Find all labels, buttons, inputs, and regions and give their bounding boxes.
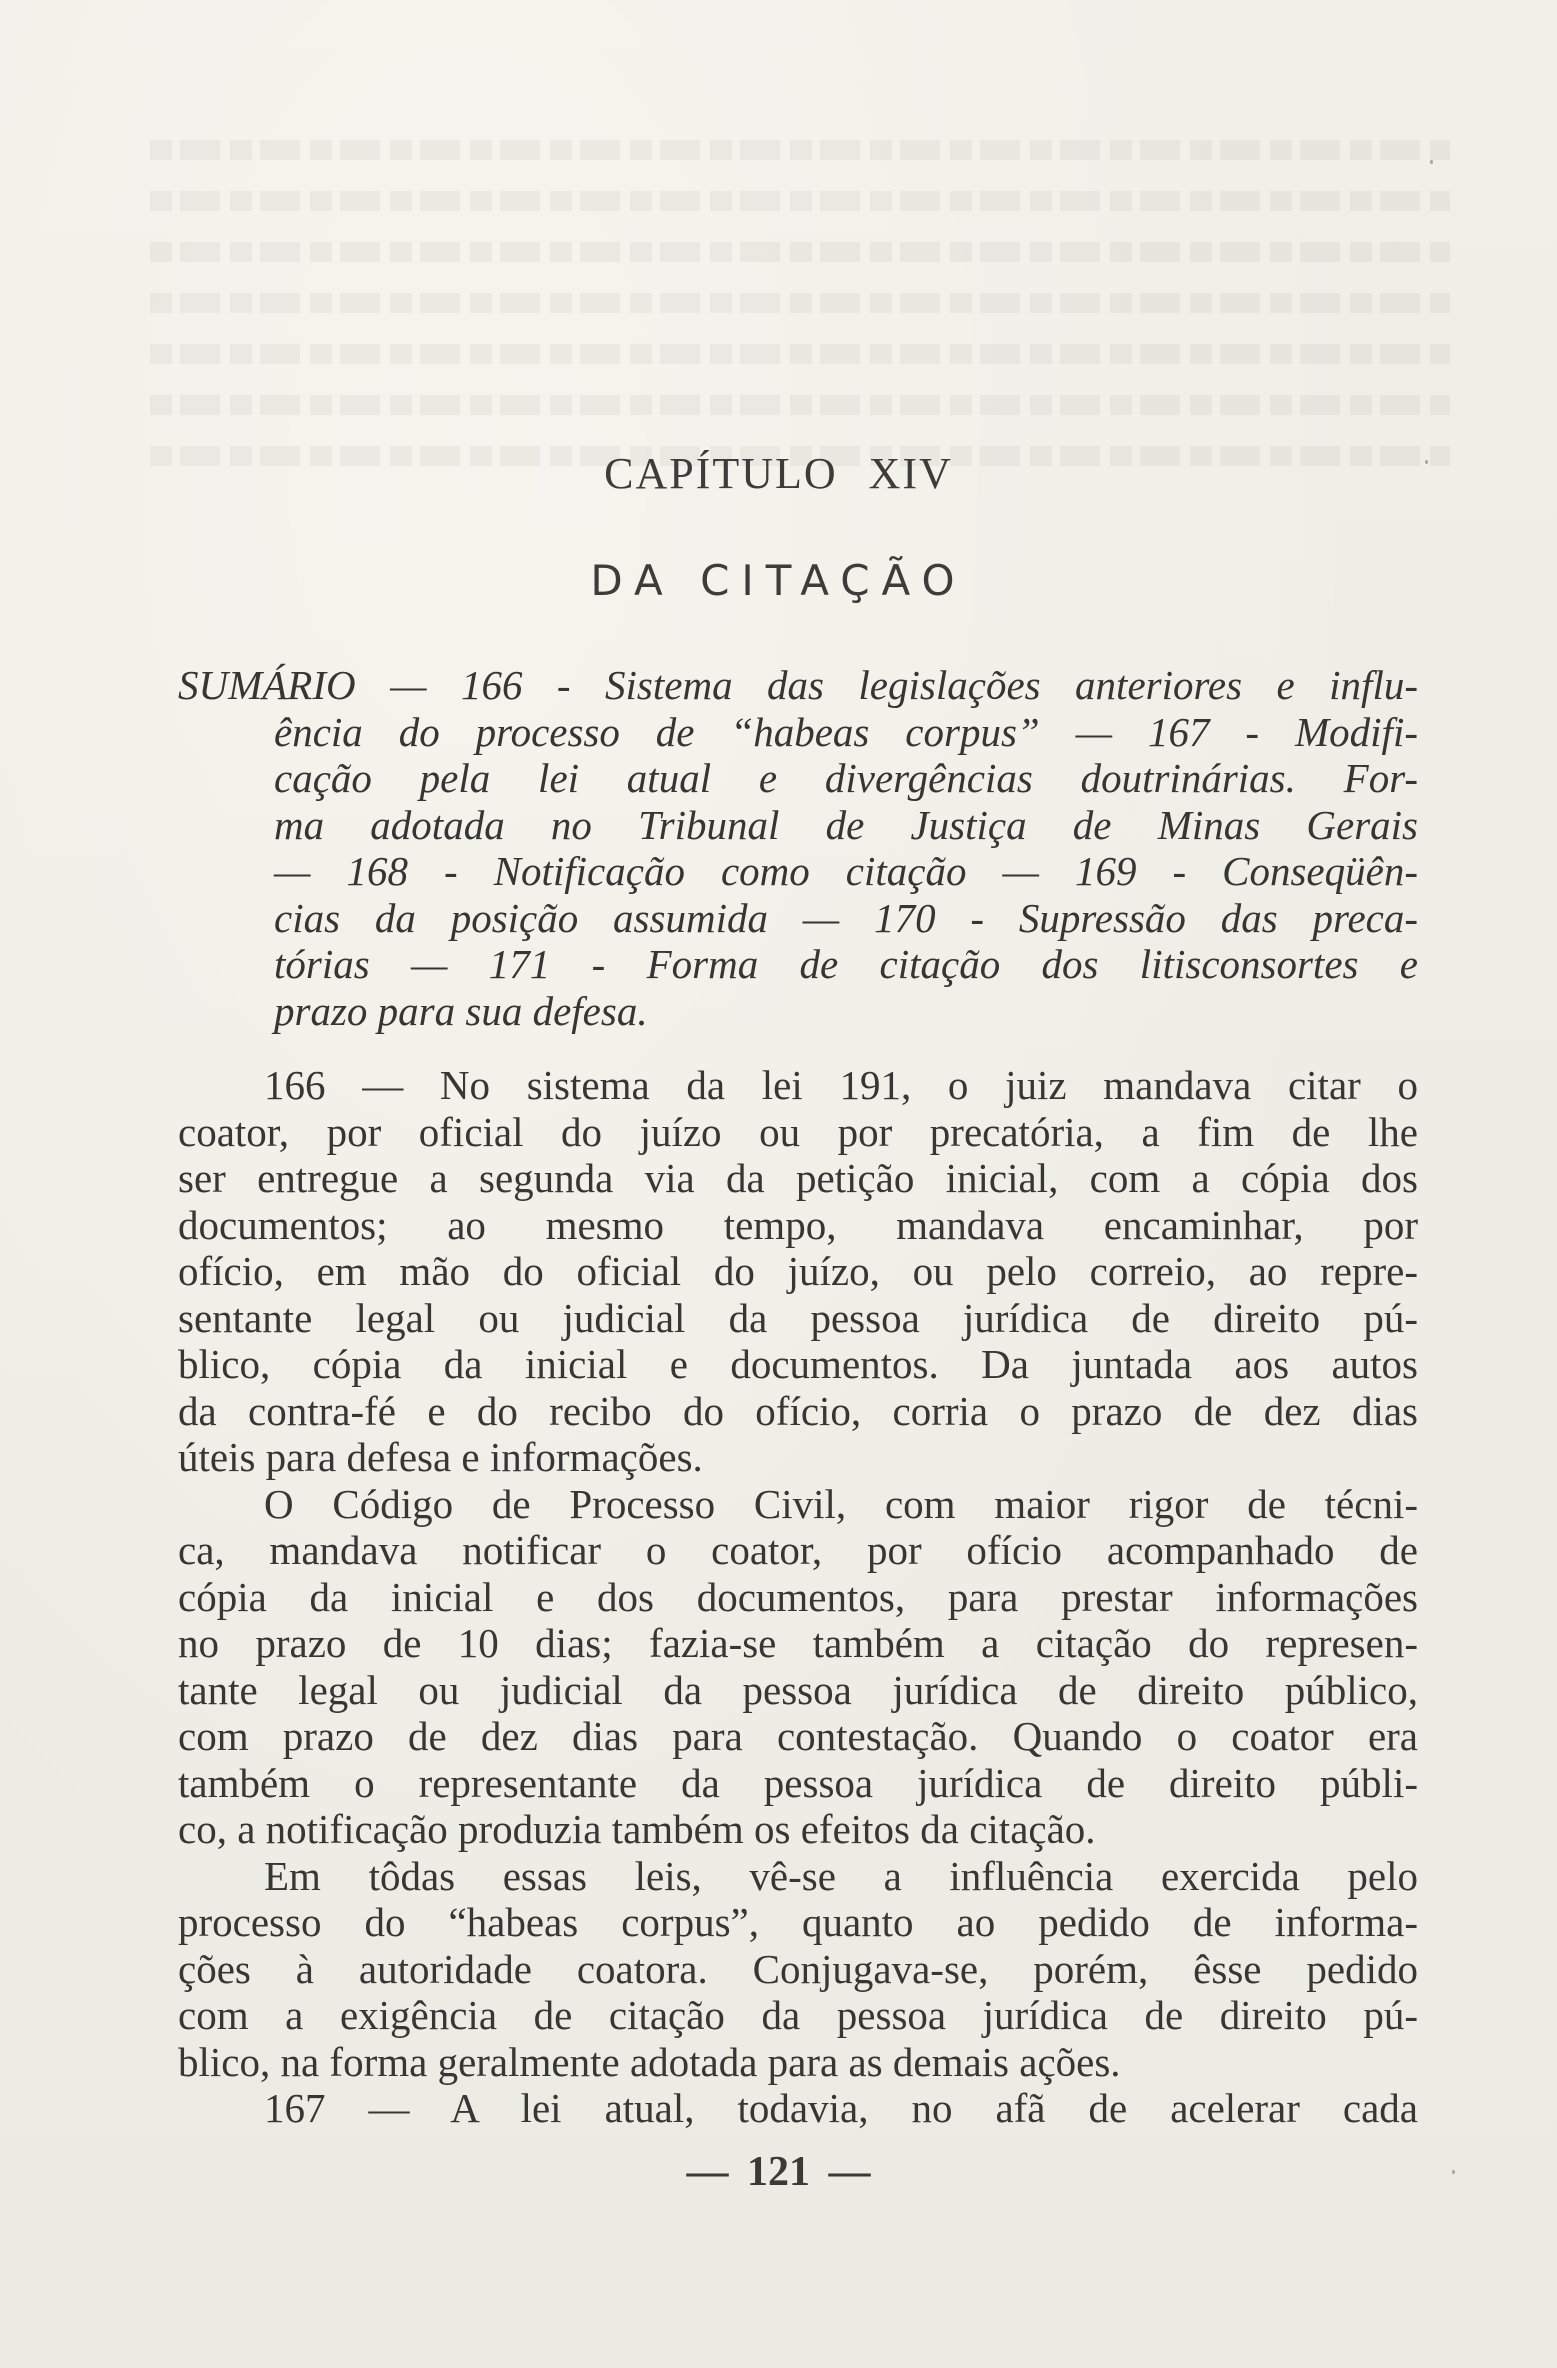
page-number: — 121 — bbox=[686, 2149, 871, 2195]
summary-line: SUMÁRIO — 166 - Sistema das legislações anteriores e influ- bbox=[178, 662, 1418, 708]
summary-line: prazo para sua defesa. bbox=[274, 987, 648, 1034]
summary-line: tórias — 171 - Forma de citação dos litisconsortes e bbox=[274, 941, 1418, 987]
summary-line: cias da posição assumida — 170 - Supressão das preca- bbox=[274, 894, 1418, 941]
paragraph-166-line: 166 — No sistema da lei 191, o juiz mandava citar o bbox=[264, 1062, 1418, 1108]
paragraph-167-line: 167 — A lei atual, todavia, no afã de acelerar cada bbox=[264, 2085, 1418, 2131]
summary-line: cação pela lei atual e divergências doutrinárias. For- bbox=[274, 755, 1418, 801]
body-text bbox=[178, 1062, 1418, 2132]
summary-line: ma adotada no Tribunal de Justiça de Minas Gerais bbox=[274, 801, 1418, 848]
summary-line: ência do processo de “habeas corpus” — 167 - Modifi- bbox=[274, 708, 1418, 755]
paragraph-cpc-line: ca, mandava notificar o coator, por ofício acompanhado de bbox=[178, 1527, 1418, 1573]
paragraph-influence-line: blico, na forma geralmente adotada para as demais ações. bbox=[178, 2038, 1121, 2085]
chapter-number: CAPÍTULO XIV bbox=[604, 449, 953, 498]
paragraph-cpc-line: no prazo de 10 dias; fazia-se também a citação do represen- bbox=[178, 1620, 1418, 1666]
paragraph-166-line: da contra-fé e do recibo do ofício, corria o prazo de dez dias bbox=[178, 1387, 1418, 1434]
paragraph-cpc-line: com prazo de dez dias para contestação. Quando o coator era bbox=[178, 1713, 1418, 1759]
paragraph-cpc-line: co, a notificação produzia também os efeitos da citação. bbox=[178, 1806, 1096, 1852]
paragraph-166-line: sentante legal ou judicial da pessoa jurídica de direito pú- bbox=[178, 1294, 1418, 1341]
summary-line: — 168 - Notificação como citação — 169 - Conseqüên- bbox=[274, 848, 1418, 894]
paragraph-influence-line: ções à autoridade coatora. Conjugava-se, porém, êsse pedido bbox=[178, 1945, 1418, 1992]
paragraph-166-line: blico, cópia da inicial e documentos. Da juntada aos autos bbox=[178, 1341, 1418, 1387]
paragraph-influence-line: processo do “habeas corpus”, quanto ao pedido de informa- bbox=[178, 1899, 1418, 1945]
paragraph-166-line: documentos; ao mesmo tempo, mandava encaminhar, por bbox=[178, 1201, 1418, 1248]
paragraph-influence-line: Em tôdas essas leis, vê-se a influência exercida pelo bbox=[264, 1852, 1418, 1899]
paragraph-166-line: úteis para defesa e informações. bbox=[178, 1434, 703, 1480]
paragraph-166-line: coator, por oficial do juízo ou por precatória, a fim de lhe bbox=[178, 1108, 1418, 1155]
paper-speck bbox=[1452, 2170, 1455, 2174]
paragraph-cpc-line: tante legal ou judicial da pessoa jurídica de direito público, bbox=[178, 1666, 1418, 1713]
paragraph-cpc-line: cópia da inicial e dos documentos, para prestar informações bbox=[178, 1573, 1418, 1620]
paragraph-166-line: ser entregue a segunda via da petição inicial, com a cópia dos bbox=[178, 1155, 1418, 1201]
paper-speck bbox=[1425, 460, 1428, 464]
paragraph-cpc-line: também o representante da pessoa jurídica de direito públi- bbox=[178, 1759, 1418, 1806]
paragraph-influence-line: com a exigência de citação da pessoa jurídica de direito pú- bbox=[178, 1992, 1418, 2038]
paragraph-166-line: ofício, em mão do oficial do juízo, ou pelo correio, ao repre- bbox=[178, 1248, 1418, 1294]
chapter-title: DA CITAÇÃO bbox=[590, 556, 967, 605]
paper-speck bbox=[1430, 160, 1433, 164]
bleed-through-texture bbox=[150, 140, 1450, 500]
paragraph-cpc-line: O Código de Processo Civil, com maior rigor de técni- bbox=[264, 1480, 1418, 1527]
chapter-summary bbox=[178, 662, 1418, 1034]
